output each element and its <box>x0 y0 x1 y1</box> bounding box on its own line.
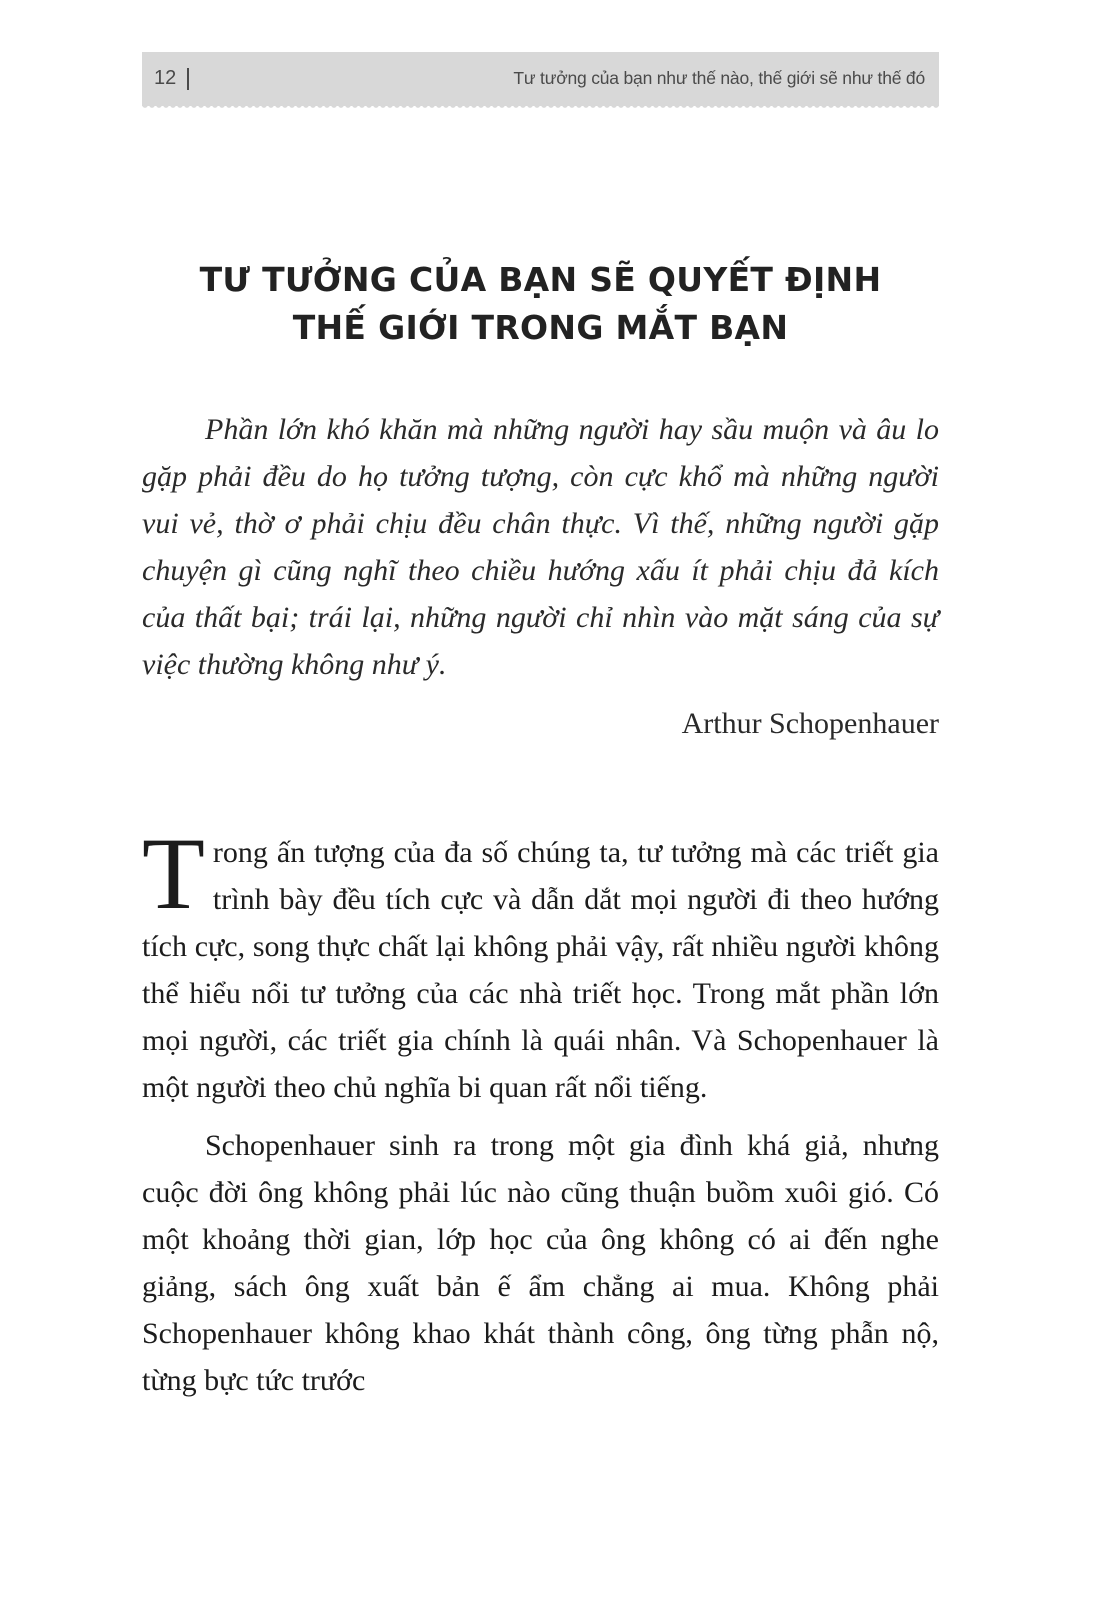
paragraph-1 <box>142 817 939 1111</box>
paragraph-2: Schopenhauer sinh ra trong một gia đình khá giả, nhưng cuộc đời ông không phải lúc nào cũng thuận buồm xuôi gió. Có một khoảng thời gian, lớp học của ông không có ai đến nghe giảng, sách ông xuất bản ế ẩm chẳng ai mua. Không phải Schopenhauer không khao khát thành công, ông từng phẫn nộ, từng bực tức trước <box>142 1129 939 1397</box>
epigraph-quote <box>142 406 939 688</box>
running-header <box>142 52 939 106</box>
chapter-title <box>142 256 939 352</box>
header-separator <box>187 68 189 90</box>
body-text <box>142 817 939 1404</box>
epigraph-author: Arthur Schopenhauer <box>681 707 939 740</box>
running-title: Tư tưởng của bạn như thế nào, thế giới sẽ như thế đó <box>513 68 925 88</box>
drop-cap: T <box>142 817 205 931</box>
epigraph-text: Phần lớn khó khăn mà những người hay sầu muộn và âu lo gặp phải đều do họ tưởng tượng, còn cực khổ mà những người vui vẻ, thờ ơ phải chịu đều chân thực. Vì thế, những người gặp chuyện gì cũng nghĩ theo chiều hướng xấu ít phải chịu đả kích của thất bại; trái lại, những người chỉ nhìn vào mặt sáng của sự việc thường không như ý. <box>142 413 939 681</box>
page-number: 12 <box>154 67 177 89</box>
paragraph-1-text: rong ấn tượng của đa số chúng ta, tư tưởng mà các triết gia trình bày đều tích cực và dẫn dắt mọi người đi theo hướng tích cực, song thực chất lại không phải vậy, rất nhiều người không thể hiểu nổi tư tưởng của các nhà triết học. Trong mắt phần lớn mọi người, các triết gia chính là quái nhân. Và Schopenhauer là một người theo chủ nghĩa bi quan rất nổi tiếng. <box>142 836 939 1104</box>
chapter-title-line-1: TƯ TƯỞNG CỦA BẠN SẼ QUYẾT ĐỊNH <box>199 260 882 299</box>
chapter-title-line-2: THẾ GIỚI TRONG MẮT BẠN <box>292 308 789 347</box>
